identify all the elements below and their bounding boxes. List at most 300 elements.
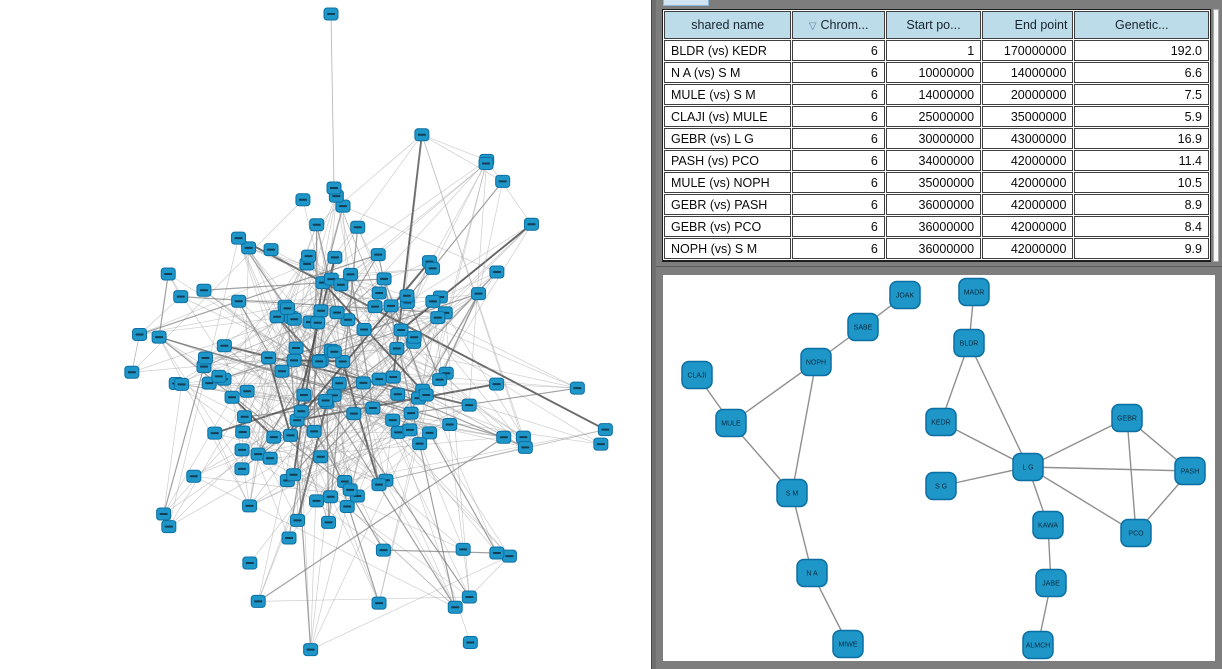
table-tab-fragment[interactable] bbox=[663, 0, 709, 6]
node-label-smudge bbox=[238, 449, 246, 451]
column-label: Chrom... bbox=[820, 18, 869, 32]
table-cell[interactable]: 8.4 bbox=[1074, 216, 1209, 237]
node-label-smudge bbox=[303, 263, 311, 265]
node-label-smudge bbox=[245, 247, 253, 249]
node-label-smudge bbox=[389, 376, 397, 378]
graph-node[interactable] bbox=[357, 323, 371, 335]
graph-node[interactable] bbox=[212, 370, 226, 382]
graph-node[interactable] bbox=[289, 342, 303, 354]
graph-node[interactable] bbox=[304, 644, 318, 656]
graph-node[interactable] bbox=[287, 354, 301, 366]
table-cell[interactable]: 6 bbox=[792, 84, 884, 105]
node-label-smudge bbox=[418, 134, 426, 136]
table-cell[interactable]: 25000000 bbox=[886, 106, 981, 127]
graph-node[interactable] bbox=[310, 495, 324, 507]
table-cell[interactable]: 42000000 bbox=[982, 172, 1073, 193]
attribute-table-panel bbox=[656, 0, 1222, 266]
node-label: KAWA bbox=[1037, 522, 1059, 530]
graph-node[interactable] bbox=[197, 284, 211, 296]
node-label-smudge bbox=[211, 432, 219, 434]
table-cell[interactable]: 6 bbox=[792, 62, 884, 83]
graph-node[interactable] bbox=[344, 268, 358, 280]
graph-node[interactable] bbox=[400, 290, 414, 302]
node-label-smudge bbox=[307, 649, 315, 651]
graph-node[interactable] bbox=[443, 418, 457, 430]
node-label: PCO bbox=[1128, 530, 1144, 538]
graph-node[interactable] bbox=[419, 389, 433, 401]
subnetwork-node-noph[interactable] bbox=[801, 349, 831, 376]
table-cell[interactable]: 34000000 bbox=[886, 150, 981, 171]
table-cell[interactable]: 20000000 bbox=[982, 84, 1073, 105]
node-label: MIWE bbox=[838, 641, 858, 649]
node-label-smudge bbox=[160, 513, 168, 515]
node-label-smudge bbox=[220, 345, 228, 347]
subnetwork-node-pash[interactable] bbox=[1175, 458, 1205, 485]
subnetwork-node-miwe[interactable] bbox=[833, 631, 863, 658]
filter-icon[interactable]: ▽ bbox=[808, 21, 817, 32]
node-label-smudge bbox=[283, 307, 291, 309]
graph-node[interactable] bbox=[377, 273, 391, 285]
node-label-smudge bbox=[434, 317, 442, 319]
graph-node[interactable] bbox=[243, 557, 257, 569]
node-label-smudge bbox=[200, 289, 208, 291]
table-cell[interactable]: 10.5 bbox=[1074, 172, 1209, 193]
node-label-smudge bbox=[527, 223, 535, 225]
node-label-smudge bbox=[375, 378, 383, 380]
node-label-smudge bbox=[493, 271, 501, 273]
node-label-smudge bbox=[322, 399, 330, 401]
graph-node[interactable] bbox=[351, 221, 365, 233]
graph-node[interactable] bbox=[235, 444, 249, 456]
subnetwork-panel bbox=[656, 266, 1222, 669]
graph-node[interactable] bbox=[431, 312, 445, 324]
node-label-smudge bbox=[360, 328, 368, 330]
graph-node[interactable] bbox=[225, 391, 239, 403]
node-label-smudge bbox=[239, 431, 247, 433]
graph-node[interactable] bbox=[174, 291, 188, 303]
graph-node[interactable] bbox=[598, 424, 612, 436]
node-label-smudge bbox=[499, 180, 507, 182]
graph-node[interactable] bbox=[327, 182, 341, 194]
table-cell[interactable]: 8.9 bbox=[1074, 194, 1209, 215]
graph-node[interactable] bbox=[456, 543, 470, 555]
node-label-smudge bbox=[446, 423, 454, 425]
node-label-smudge bbox=[371, 306, 379, 308]
node-label-smudge bbox=[380, 278, 388, 280]
table-cell[interactable]: GEBR (vs) PCO bbox=[664, 216, 791, 237]
table-cell[interactable]: 30000000 bbox=[886, 128, 981, 149]
column-label: Genetic... bbox=[1114, 18, 1169, 32]
node-label-smudge bbox=[335, 382, 343, 384]
table-cell[interactable]: 6 bbox=[792, 194, 884, 215]
table-scrollbar[interactable] bbox=[1213, 9, 1219, 262]
graph-node[interactable] bbox=[462, 591, 476, 603]
node-label: BLDR bbox=[959, 340, 979, 348]
node-label-smudge bbox=[341, 481, 349, 483]
graph-node[interactable] bbox=[322, 516, 336, 528]
column-header-4[interactable] bbox=[1074, 11, 1209, 39]
graph-node[interactable] bbox=[372, 479, 386, 491]
node-label-smudge bbox=[344, 319, 352, 321]
graph-node[interactable] bbox=[384, 300, 398, 312]
node-label-smudge bbox=[290, 318, 298, 320]
graph-node[interactable] bbox=[415, 129, 429, 141]
graph-node[interactable] bbox=[232, 232, 246, 244]
table-cell[interactable]: 42000000 bbox=[982, 238, 1073, 259]
graph-node[interactable] bbox=[287, 313, 301, 325]
subnetwork-node-l-g[interactable] bbox=[1013, 454, 1043, 481]
table-cell[interactable]: 6 bbox=[792, 150, 884, 171]
graph-node[interactable] bbox=[570, 382, 584, 394]
table-row[interactable] bbox=[664, 216, 1209, 237]
graph-node[interactable] bbox=[524, 218, 538, 230]
node-label-smudge bbox=[314, 322, 322, 324]
graph-node[interactable] bbox=[372, 287, 386, 299]
graph-node[interactable] bbox=[251, 595, 265, 607]
node-label-smudge bbox=[317, 456, 325, 458]
graph-node[interactable] bbox=[368, 301, 382, 313]
node-label-smudge bbox=[410, 336, 418, 338]
column-header-3[interactable] bbox=[982, 11, 1073, 39]
graph-node[interactable] bbox=[291, 514, 305, 526]
node-label-smudge bbox=[285, 537, 293, 539]
graph-node[interactable] bbox=[297, 389, 311, 401]
graph-node[interactable] bbox=[208, 427, 222, 439]
graph-node[interactable] bbox=[462, 399, 476, 411]
table-cell[interactable]: 9.9 bbox=[1074, 238, 1209, 259]
table-row[interactable] bbox=[664, 238, 1209, 259]
subnetwork-node-joak[interactable] bbox=[890, 282, 920, 309]
node-label-smudge bbox=[601, 429, 609, 431]
node-label-smudge bbox=[387, 305, 395, 307]
subnetwork-node-pco[interactable] bbox=[1121, 520, 1151, 547]
node-label-smudge bbox=[465, 596, 473, 598]
graph-node[interactable] bbox=[407, 331, 421, 343]
node-label: GEBR bbox=[1117, 415, 1137, 423]
table-cell[interactable]: 36000000 bbox=[886, 238, 981, 259]
node-label-smudge bbox=[241, 416, 249, 418]
column-header-2[interactable] bbox=[886, 11, 981, 39]
graph-node[interactable] bbox=[347, 408, 361, 420]
subnetwork-node-sabe[interactable] bbox=[848, 314, 878, 341]
graph-node[interactable] bbox=[502, 550, 516, 562]
subnetwork-node-s-m[interactable] bbox=[777, 480, 807, 507]
graph-node[interactable] bbox=[413, 438, 427, 450]
subnetwork-node-bldr[interactable] bbox=[954, 330, 984, 357]
node-label-smudge bbox=[200, 366, 208, 368]
graph-node[interactable] bbox=[240, 385, 254, 397]
node-label-smudge bbox=[500, 436, 508, 438]
table-row[interactable] bbox=[664, 172, 1209, 193]
table-cell[interactable]: MULE (vs) NOPH bbox=[664, 172, 791, 193]
node-label-smudge bbox=[246, 562, 254, 564]
graph-node[interactable] bbox=[496, 175, 510, 187]
node-label-smudge bbox=[521, 446, 529, 448]
table-cell[interactable]: 14000000 bbox=[982, 62, 1073, 83]
table-cell[interactable]: 36000000 bbox=[886, 194, 981, 215]
node-label-smudge bbox=[128, 371, 136, 373]
node-label-smudge bbox=[330, 187, 338, 189]
graph-node[interactable] bbox=[463, 636, 477, 648]
node-label-smudge bbox=[333, 312, 341, 314]
graph-node[interactable] bbox=[284, 429, 298, 441]
graph-node[interactable] bbox=[490, 266, 504, 278]
table-cell[interactable]: 6.6 bbox=[1074, 62, 1209, 83]
graph-node[interactable] bbox=[343, 484, 357, 496]
table-cell[interactable]: 35000000 bbox=[886, 172, 981, 193]
graph-node[interactable] bbox=[263, 452, 277, 464]
graph-node[interactable] bbox=[157, 508, 171, 520]
column-header-0[interactable] bbox=[664, 11, 791, 39]
subnetwork-node-kawa[interactable] bbox=[1033, 512, 1063, 539]
graph-node[interactable] bbox=[472, 288, 486, 300]
graph-node[interactable] bbox=[262, 352, 276, 364]
graph-node[interactable] bbox=[243, 500, 257, 512]
graph-node[interactable] bbox=[394, 324, 408, 336]
graph-node[interactable] bbox=[391, 388, 405, 400]
graph-node[interactable] bbox=[238, 411, 252, 423]
table-cell[interactable]: 6 bbox=[792, 238, 884, 259]
graph-node[interactable] bbox=[390, 342, 404, 354]
graph-node[interactable] bbox=[386, 414, 400, 426]
node-label-smudge bbox=[389, 419, 397, 421]
node-label-smudge bbox=[278, 370, 286, 372]
node-label-smudge bbox=[300, 394, 308, 396]
graph-node[interactable] bbox=[319, 394, 333, 406]
node-label-smudge bbox=[177, 296, 185, 298]
node-label: KEDR bbox=[931, 419, 951, 427]
subnetwork-node-claji[interactable] bbox=[682, 362, 712, 389]
graph-node[interactable] bbox=[328, 251, 342, 263]
node-label: S G bbox=[934, 483, 948, 491]
graph-node[interactable] bbox=[366, 402, 380, 414]
subnetwork-node-jabe[interactable] bbox=[1036, 570, 1066, 597]
graph-node[interactable] bbox=[426, 262, 440, 274]
table-cell[interactable]: 5.9 bbox=[1074, 106, 1209, 127]
node-label-smudge bbox=[205, 382, 213, 384]
table-cell[interactable]: 6 bbox=[792, 128, 884, 149]
node-label-smudge bbox=[519, 436, 527, 438]
node-label: ALMCH bbox=[1025, 642, 1051, 650]
node-label-smudge bbox=[294, 519, 302, 521]
graph-node[interactable] bbox=[175, 378, 189, 390]
subnetwork-node-gebr[interactable] bbox=[1112, 405, 1142, 432]
node-label-smudge bbox=[339, 360, 347, 362]
graph-node[interactable] bbox=[312, 355, 326, 367]
table-cell[interactable]: 16.9 bbox=[1074, 128, 1209, 149]
table-header-row bbox=[664, 11, 1209, 39]
graph-node[interactable] bbox=[330, 307, 344, 319]
subnetwork-node-n-a[interactable] bbox=[797, 560, 827, 587]
subnetwork-node-mule[interactable] bbox=[716, 410, 746, 437]
graph-node[interactable] bbox=[356, 377, 370, 389]
graph-node[interactable] bbox=[280, 302, 294, 314]
graph-node[interactable] bbox=[282, 532, 296, 544]
table-cell[interactable]: 170000000 bbox=[982, 40, 1073, 61]
node-label-smudge bbox=[327, 13, 335, 15]
table-row[interactable] bbox=[664, 106, 1209, 127]
graph-node[interactable] bbox=[404, 407, 418, 419]
node-label-smudge bbox=[339, 205, 347, 207]
node-label-smudge bbox=[374, 254, 382, 256]
graph-node[interactable] bbox=[217, 340, 231, 352]
table-cell[interactable]: 43000000 bbox=[982, 128, 1073, 149]
node-label-smudge bbox=[315, 360, 323, 362]
graph-node[interactable] bbox=[302, 250, 316, 262]
table-cell[interactable]: 42000000 bbox=[982, 150, 1073, 171]
graph-node[interactable] bbox=[314, 451, 328, 463]
table-cell[interactable]: 6 bbox=[792, 40, 884, 61]
table-cell[interactable]: 6 bbox=[792, 216, 884, 237]
graph-node[interactable] bbox=[433, 374, 447, 386]
node-label-smudge bbox=[299, 199, 307, 201]
graph-node[interactable] bbox=[423, 427, 437, 439]
node-label-smudge bbox=[475, 293, 483, 295]
node-label-smudge bbox=[407, 412, 415, 414]
graph-node[interactable] bbox=[310, 219, 324, 231]
node-label-smudge bbox=[493, 383, 501, 385]
graph-node[interactable] bbox=[518, 441, 532, 453]
graph-node[interactable] bbox=[448, 601, 462, 613]
node-label-smudge bbox=[313, 224, 321, 226]
table-cell[interactable]: 42000000 bbox=[982, 216, 1073, 237]
table-row[interactable] bbox=[664, 128, 1209, 149]
table-cell[interactable]: 14000000 bbox=[886, 84, 981, 105]
graph-node[interactable] bbox=[133, 328, 147, 340]
graph-node[interactable] bbox=[235, 463, 249, 475]
graph-node[interactable] bbox=[152, 331, 166, 343]
table-cell[interactable]: 192.0 bbox=[1074, 40, 1209, 61]
table-cell[interactable]: N A (vs) S M bbox=[664, 62, 791, 83]
table-cell[interactable]: 7.5 bbox=[1074, 84, 1209, 105]
node-label-smudge bbox=[505, 555, 513, 557]
subnetwork-node-kedr[interactable] bbox=[926, 409, 956, 436]
graph-node[interactable] bbox=[287, 469, 301, 481]
node-label-smudge bbox=[287, 434, 295, 436]
graph-node[interactable] bbox=[198, 352, 212, 364]
node-label-smudge bbox=[265, 357, 273, 359]
node-label-smudge bbox=[337, 284, 345, 286]
graph-node[interactable] bbox=[403, 424, 417, 436]
node-label-smudge bbox=[343, 505, 351, 507]
table-row[interactable] bbox=[664, 150, 1209, 171]
node-label-smudge bbox=[290, 474, 298, 476]
node-label-smudge bbox=[331, 256, 339, 258]
node-label: NOPH bbox=[805, 359, 827, 367]
table-cell[interactable]: MULE (vs) S M bbox=[664, 84, 791, 105]
node-label: JABE bbox=[1042, 580, 1060, 588]
table-cell[interactable]: 42000000 bbox=[982, 194, 1073, 215]
graph-node[interactable] bbox=[232, 295, 246, 307]
table-cell[interactable]: GEBR (vs) L G bbox=[664, 128, 791, 149]
node-label-smudge bbox=[215, 375, 223, 377]
node-label-smudge bbox=[403, 295, 411, 297]
node-label-smudge bbox=[375, 602, 383, 604]
graph-node[interactable] bbox=[314, 305, 328, 317]
graph-node[interactable] bbox=[490, 547, 504, 559]
node-label-smudge bbox=[238, 468, 246, 470]
table-cell[interactable]: NOPH (vs) S M bbox=[664, 238, 791, 259]
table-cell[interactable]: 10000000 bbox=[886, 62, 981, 83]
table-cell[interactable]: 6 bbox=[792, 172, 884, 193]
graph-node[interactable] bbox=[125, 366, 139, 378]
table-cell[interactable]: 36000000 bbox=[886, 216, 981, 237]
graph-node[interactable] bbox=[267, 431, 281, 443]
node-label-smudge bbox=[422, 394, 430, 396]
subnetwork-node-madr[interactable] bbox=[959, 279, 989, 306]
node-label-smudge bbox=[290, 359, 298, 361]
graph-node[interactable] bbox=[594, 438, 608, 450]
node-label-smudge bbox=[292, 347, 300, 349]
node-label-smudge bbox=[332, 195, 340, 197]
table-cell[interactable]: 35000000 bbox=[982, 106, 1073, 127]
table-cell[interactable]: 6 bbox=[792, 106, 884, 127]
graph-node[interactable] bbox=[490, 378, 504, 390]
table-row[interactable] bbox=[664, 84, 1209, 105]
node-label-smudge bbox=[350, 413, 358, 415]
node-label-smudge bbox=[317, 310, 325, 312]
graph-node[interactable] bbox=[294, 405, 308, 417]
table-cell[interactable]: 11.4 bbox=[1074, 150, 1209, 171]
graph-node[interactable] bbox=[161, 268, 175, 280]
table-cell[interactable]: 1 bbox=[886, 40, 981, 61]
subnetwork-node-almch[interactable] bbox=[1023, 632, 1053, 659]
table-row[interactable] bbox=[664, 40, 1209, 61]
node-label-smudge bbox=[254, 600, 262, 602]
node-label-smudge bbox=[330, 351, 338, 353]
graph-node[interactable] bbox=[497, 431, 511, 443]
node-label-smudge bbox=[482, 162, 490, 164]
graph-node[interactable] bbox=[327, 346, 341, 358]
graph-node[interactable] bbox=[296, 194, 310, 206]
graph-node[interactable] bbox=[372, 597, 386, 609]
graph-node[interactable] bbox=[311, 317, 325, 329]
node-label-smudge bbox=[346, 489, 354, 491]
graph-node[interactable] bbox=[162, 521, 176, 533]
graph-node[interactable] bbox=[372, 373, 386, 385]
node-label-smudge bbox=[451, 606, 459, 608]
graph-node[interactable] bbox=[479, 157, 493, 169]
column-header-1[interactable] bbox=[792, 11, 884, 39]
graph-node[interactable] bbox=[324, 8, 338, 20]
node-label-smudge bbox=[235, 237, 243, 239]
graph-node[interactable] bbox=[264, 244, 278, 256]
graph-node[interactable] bbox=[376, 544, 390, 556]
node-label-smudge bbox=[136, 333, 144, 335]
table-row[interactable] bbox=[664, 194, 1209, 215]
node-label-smudge bbox=[267, 249, 275, 251]
graph-node[interactable] bbox=[426, 295, 440, 307]
subnetwork-node-s-g[interactable] bbox=[926, 473, 956, 500]
column-label: shared name bbox=[691, 18, 765, 32]
graph-node[interactable] bbox=[236, 426, 250, 438]
table-cell[interactable]: BLDR (vs) KEDR bbox=[664, 40, 791, 61]
node-label-smudge bbox=[429, 300, 437, 302]
graph-node[interactable] bbox=[187, 470, 201, 482]
table-cell[interactable]: CLAJI (vs) MULE bbox=[664, 106, 791, 127]
table-row[interactable] bbox=[664, 62, 1209, 83]
graph-node[interactable] bbox=[371, 249, 385, 261]
graph-node[interactable] bbox=[332, 377, 346, 389]
node-label-smudge bbox=[293, 419, 301, 421]
graph-node[interactable] bbox=[307, 425, 321, 437]
graph-node[interactable] bbox=[324, 491, 338, 503]
graph-node[interactable] bbox=[275, 365, 289, 377]
subnetwork-canvas[interactable] bbox=[656, 267, 1222, 669]
graph-node[interactable] bbox=[386, 371, 400, 383]
table-cell[interactable]: GEBR (vs) PASH bbox=[664, 194, 791, 215]
table-cell[interactable]: PASH (vs) PCO bbox=[664, 150, 791, 171]
